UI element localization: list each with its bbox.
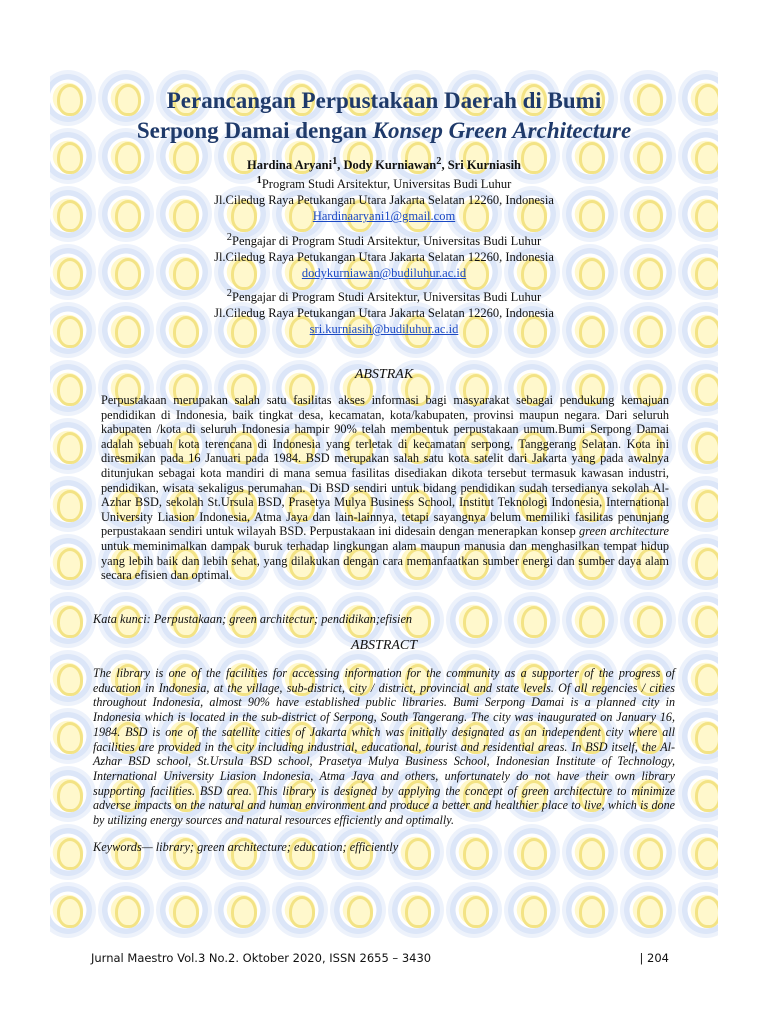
author-block [90,154,678,224]
affiliation-1: $^1$Program Studi Arsitektur, Universitas Budi Luhur [256,175,512,192]
affiliation-3: $^2$Pengajar di Program Studi Arsitektur, Universitas Budi Luhur [226,288,542,305]
author-2: Dody Kurniawan [343,158,437,173]
affiliation-3-address: Jl.Ciledug Raya Petukangan Utara Jakarta Selatan 12260, Indonesia [214,306,554,321]
title-italic: Konsep Green Architecture [372,118,632,143]
title-line-2: Serpong Damai dengan Konsep Green Architecture [136,118,632,143]
page-footer [91,951,669,965]
author-list: Hardina Aryani$^1$, Dody Kurniawan$^2$, Sri Kurniasih [246,156,522,173]
affiliation-1-address: Jl.Ciledug Raya Petukangan Utara Jakarta Selatan 12260, Indonesia [214,193,554,208]
author-1: Hardina Aryani [246,158,333,173]
abstrak-body: Perpustakaan merupakan salah satu fasilitas akses informasi bagi masyarakat sebagai pendukung kemajuan pendidikan di Indonesia, baik tingkat desa, kecamatan, kota/kabupaten, provinsi maupun negara. Dari seluruh kabupaten /kota di seluruh Indonesia hampir 90% telah membentuk perpustakaan umum.Bumi Serpong Damai adalah sebuah kota terencana di Indonesia yang terletak di kecamatan serpong, Tanggerang Selatan. Kota ini diresmikan pada 16 Januari pada 1984. BSD merupakan salah satu kota satelit dari Jakarta yang pada awalnya ditunjukan sebagai kota mandiri di mana semua fasilitas disediakan dikota tersebut termasuk kawasan industri, pendidikan, wisata sekaligus perumahan. Di BSD sendiri untuk bidang pendidikan sudah tersedianya sekolah Al-Azhar BSD, sekolah St.Ursula BSD, Prasetya Mulya Business School, Institut Teknologi Indonesia, International University Liasion Indonesia, Atma Jaya dan lain-lainnya, tetapi sayangnya belum memiliki fasilitas penunjang perpustakaan sendiri untuk wilayah BSD. Perpustakaan ini didesain dengan menerapkan konsep green architecture untuk meminimalkan dampak buruk terhadap lingkungan alam maupun manusia dan menghasilkan tempat hidup yang lebih baik dan lebih sehat, yang dilakukan dengan cara memanfaatkan sumber energi dan sumber daya alam secara efisien dan optimal. [101,393,669,583]
title-line-1: Perancangan Perpustakaan Daerah di Bumi [166,88,602,113]
keywords: Keywords— library; green architecture; education; efficiently [93,840,399,854]
paper-title [90,86,678,146]
affiliation-2-address: Jl.Ciledug Raya Petukangan Utara Jakarta Selatan 12260, Indonesia [214,250,554,265]
abstrak-heading: ABSTRAK [354,367,414,382]
email-link-3[interactable]: sri.kurniasih@budiluhur.ac.id [309,322,459,337]
email-link-1[interactable]: Hardinaaryani1@gmail.com [312,209,456,224]
abstract-body: The library is one of the facilities for accessing information for the community as a supporter of the progress of education in Indonesia, at the village, sub-district, city / district, provincial and state levels. Of all regencies / cities throughout Indonesia, almost 90% have established public libraries. Bumi Serpong Damai is a planned city in Indonesia which is located in the sub-district of Serpong, South Tangerang. The city was inaugurated on January 16, 1984. BSD is one of the satellite cities of Jakarta which was initially designated as an independent city where all facilities are provided in the city including industrial, educational, tourist and residential areas. In BSD itself, the Al-Azhar BSD school, St.Ursula BSD school, Prasetya Mulya Business School, Indonesian Institute of Technology, International University Liasion Indonesia, Atma Jaya and others, unfortunately do not have their own library supporting facilities. BSD area. This library is designed by applying the concept of green architecture to minimize adverse impacts on the natural and human environment and produce a better and healthier place to live, which is done by utilizing energy sources and natural resources efficiently and optimally. [93,666,675,828]
affiliation-2-block [90,230,678,281]
affiliation-2: $^2$Pengajar di Program Studi Arsitektur, Universitas Budi Luhur [226,232,542,249]
abstract-heading: ABSTRACT [350,638,418,653]
kata-kunci: Kata kunci: Perpustakaan; green architectur; pendidikan;efisien [93,612,413,626]
author-3: Sri Kurniasih [447,158,522,173]
email-link-2[interactable]: dodykurniawan@budiluhur.ac.id [301,266,467,281]
journal-citation: Jurnal Maestro Vol.3 No.2. Oktober 2020, ISSN 2655 – 3430 [91,951,432,965]
page-number: | 204 [639,951,669,965]
affiliation-3-block [90,286,678,337]
